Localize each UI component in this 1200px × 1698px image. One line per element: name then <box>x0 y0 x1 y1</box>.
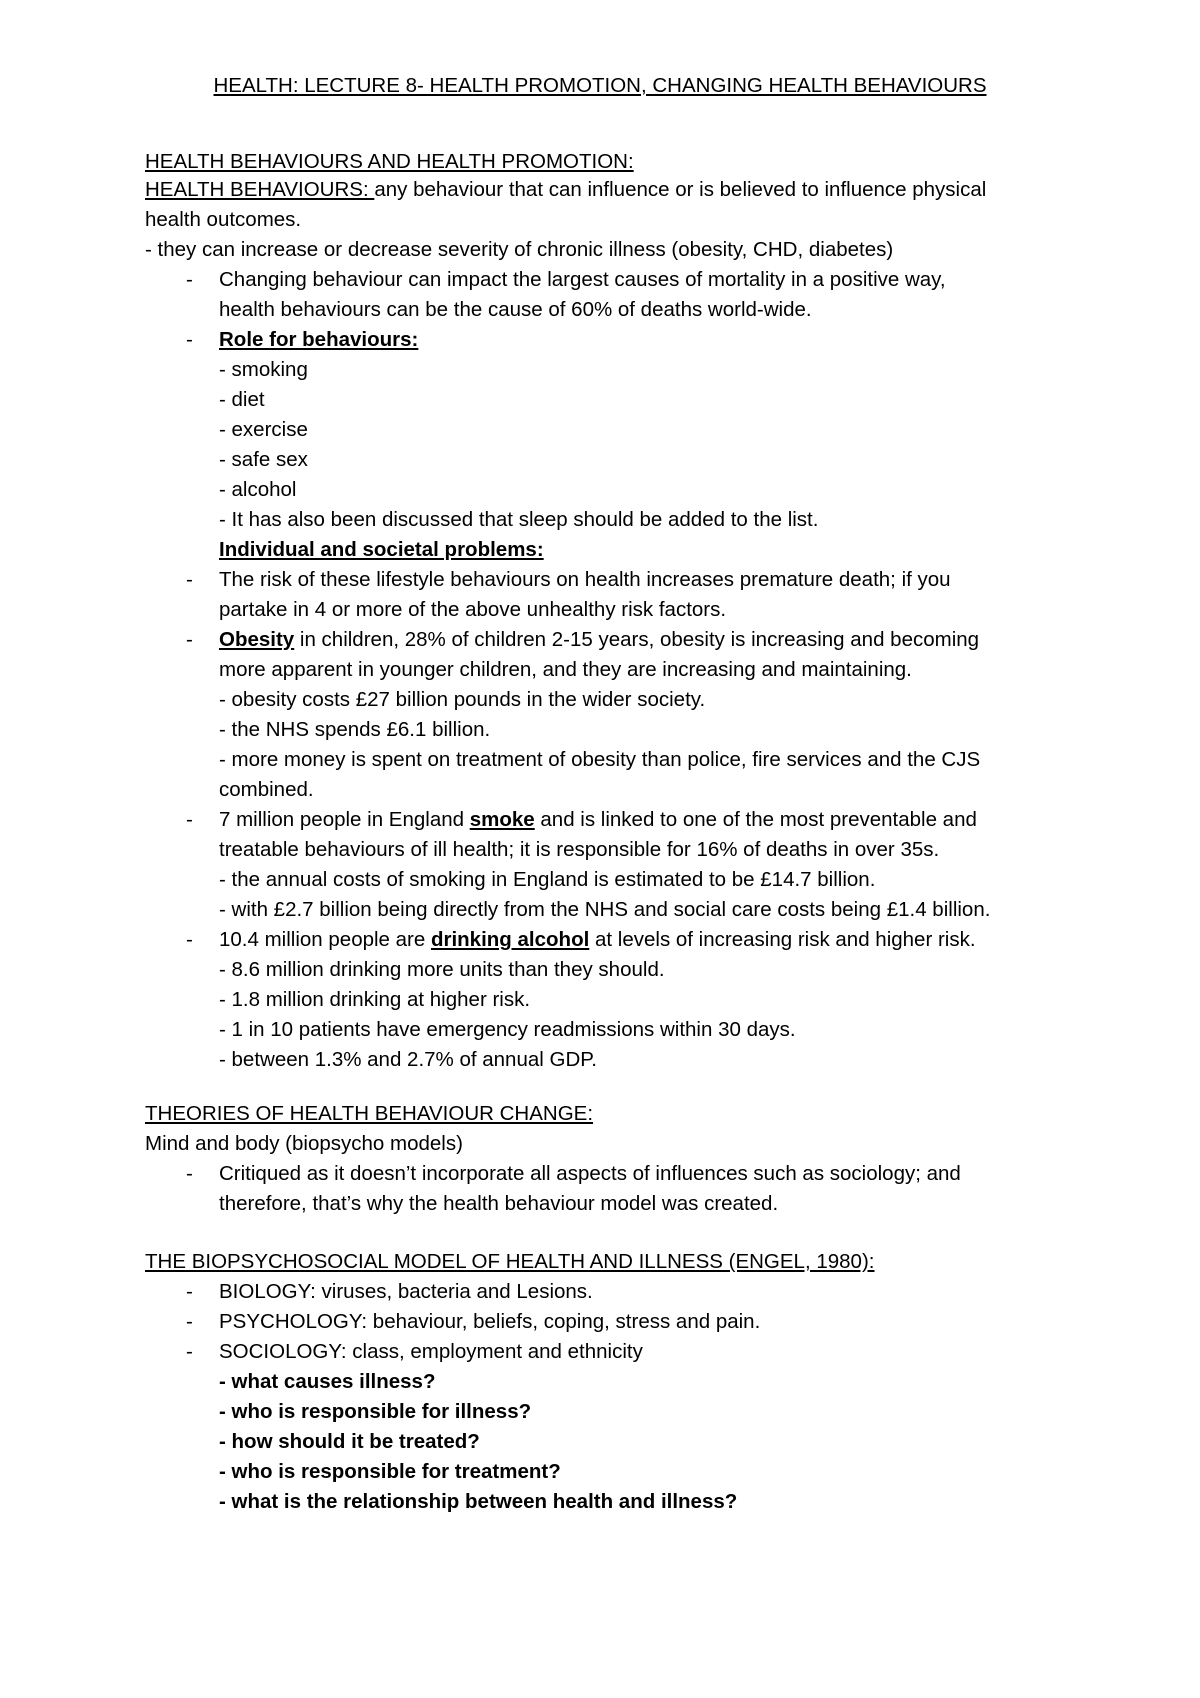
list-item: - with £2.7 billion being directly from the NHS and social care costs being £1.4 billion. <box>219 898 991 921</box>
smoking-text-pre: 7 million people in England <box>219 808 470 831</box>
theories-subheading: Mind and body (biopsycho models) <box>145 1132 463 1155</box>
bullet-dash: - <box>186 1162 193 1185</box>
question-item: - who is responsible for treatment? <box>219 1460 561 1483</box>
list-item: - obesity costs £27 billion pounds in the wider society. <box>219 688 706 711</box>
bullet-mortality-cont: health behaviours can be the cause of 60% of deaths world-wide. <box>219 298 812 321</box>
bullet-critique: Critiqued as it doesn’t incorporate all aspects of influences such as sociology; and <box>219 1162 961 1185</box>
question-item: - what causes illness? <box>219 1370 436 1393</box>
definition-term: HEALTH BEHAVIOURS: <box>145 178 375 201</box>
question-item: - who is responsible for illness? <box>219 1400 532 1423</box>
list-item: - 8.6 million drinking more units than they should. <box>219 958 665 981</box>
list-item: - 1 in 10 patients have emergency readmissions within 30 days. <box>219 1018 796 1041</box>
alcohol-text-post: at levels of increasing risk and higher risk. <box>589 928 976 951</box>
list-item: - between 1.3% and 2.7% of annual GDP. <box>219 1048 597 1071</box>
list-item: - alcohol <box>219 478 297 501</box>
bullet-biology: BIOLOGY: viruses, bacteria and Lesions. <box>219 1280 593 1303</box>
definition-text: any behaviour that can influence or is believed to influence physical <box>374 178 987 201</box>
bullet-risk: The risk of these lifestyle behaviours on health increases premature death; if you <box>219 568 951 591</box>
list-item: - safe sex <box>219 448 308 471</box>
section-heading-health-behaviours: HEALTH BEHAVIOURS AND HEALTH PROMOTION: <box>145 150 634 173</box>
bullet-dash: - <box>186 1340 193 1363</box>
smoking-text-post: and is linked to one of the most preventable and <box>534 808 977 831</box>
list-item: - exercise <box>219 418 308 441</box>
bullet-mortality: Changing behaviour can impact the largest causes of mortality in a positive way, <box>219 268 946 291</box>
bullet-sociology: SOCIOLOGY: class, employment and ethnicity <box>219 1340 643 1363</box>
question-item: - what is the relationship between health and illness? <box>219 1490 738 1513</box>
list-item: - smoking <box>219 358 308 381</box>
list-item: - It has also been discussed that sleep should be added to the list. <box>219 508 819 531</box>
definition-line <box>145 175 986 205</box>
definition-text-cont: health outcomes. <box>145 208 302 231</box>
bullet-smoking-cont: treatable behaviours of ill health; it is responsible for 16% of deaths in over 35s. <box>219 838 940 861</box>
section-heading-biopsychosocial: THE BIOPSYCHOSOCIAL MODEL OF HEALTH AND ILLNESS (ENGEL, 1980): <box>145 1250 875 1273</box>
list-item: - diet <box>219 388 265 411</box>
bullet-dash: - <box>186 1310 193 1333</box>
list-item: combined. <box>219 778 314 801</box>
bullet-dash: - <box>186 1280 193 1303</box>
bullet-dash: - <box>186 268 193 291</box>
bullet-obesity-cont: more apparent in younger children, and they are increasing and maintaining. <box>219 658 912 681</box>
question-item: - how should it be treated? <box>219 1430 480 1453</box>
list-item: - the annual costs of smoking in England is estimated to be £14.7 billion. <box>219 868 876 891</box>
bullet-dash: - <box>186 808 193 831</box>
individual-societal-heading: Individual and societal problems: <box>219 538 544 561</box>
bullet-dash: - <box>186 328 193 351</box>
bullet-dash: - <box>186 568 193 591</box>
role-heading: Role for behaviours: <box>219 328 419 351</box>
page-title: HEALTH: LECTURE 8- HEALTH PROMOTION, CHANGING HEALTH BEHAVIOURS <box>213 74 987 97</box>
bullet-dash: - <box>186 928 193 951</box>
bullet-dash: - <box>186 628 193 651</box>
chronic-illness-line: - they can increase or decrease severity of chronic illness (obesity, CHD, diabetes) <box>145 238 894 261</box>
alcohol-text-pre: 10.4 million people are <box>219 928 431 951</box>
keyword-smoke: smoke <box>469 808 535 831</box>
bullet-psychology: PSYCHOLOGY: behaviour, beliefs, coping, stress and pain. <box>219 1310 761 1333</box>
list-item: - the NHS spends £6.1 billion. <box>219 718 491 741</box>
keyword-obesity: Obesity <box>219 628 295 651</box>
bullet-risk-cont: partake in 4 or more of the above unhealthy risk factors. <box>219 598 727 621</box>
bullet-smoking <box>219 805 977 835</box>
obesity-text: in children, 28% of children 2-15 years, obesity is increasing and becoming <box>294 628 980 651</box>
list-item: - more money is spent on treatment of obesity than police, fire services and the CJS <box>219 748 981 771</box>
section-heading-theories: THEORIES OF HEALTH BEHAVIOUR CHANGE: <box>145 1102 594 1125</box>
keyword-drinking-alcohol: drinking alcohol <box>430 928 590 951</box>
bullet-obesity <box>219 625 979 655</box>
bullet-alcohol <box>219 925 976 955</box>
list-item: - 1.8 million drinking at higher risk. <box>219 988 531 1011</box>
bullet-critique-cont: therefore, that’s why the health behaviour model was created. <box>219 1192 779 1215</box>
